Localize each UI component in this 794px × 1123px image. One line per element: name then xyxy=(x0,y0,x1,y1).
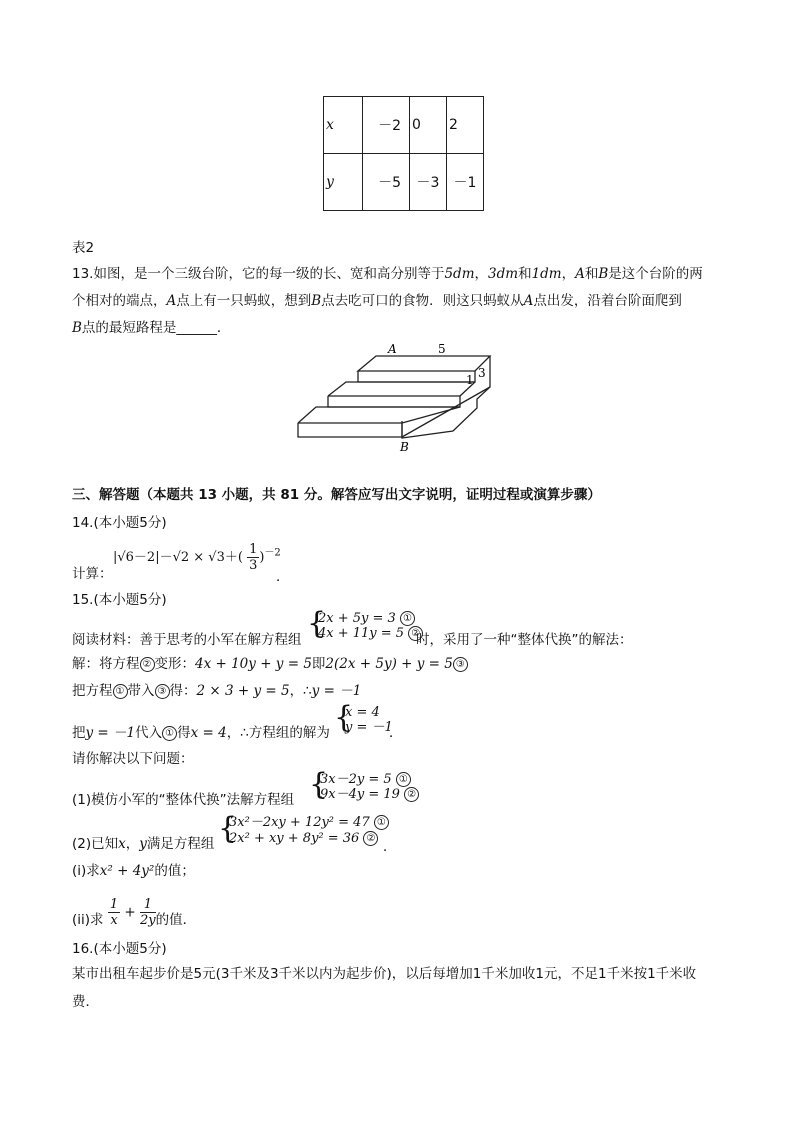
q15-read: 阅读材料：善于思考的小军在解方程组 xyxy=(72,632,302,648)
q15-pi xyxy=(72,859,195,879)
system-2 xyxy=(320,772,419,802)
eq: 4x + 10y + y = 5 xyxy=(195,656,312,672)
table-caption: 表2 xyxy=(72,240,95,256)
text: (i)求 xyxy=(72,863,100,879)
staircase-figure xyxy=(290,340,510,455)
q13-line3 xyxy=(72,316,230,336)
table-cell: －2 xyxy=(363,97,410,154)
q15-ask: 请你解决以下问题： xyxy=(72,751,194,767)
system-3 xyxy=(229,815,389,847)
frac-1-over-x xyxy=(108,897,120,928)
q16-head: 16.(本小题5分) xyxy=(72,941,167,957)
q15-ans-end: ． xyxy=(389,725,403,741)
q13-and: 和 xyxy=(584,266,599,282)
circle-1: ① xyxy=(162,726,177,741)
q14-label: 计算： xyxy=(72,566,113,582)
q13-text: 个相对的端点， xyxy=(72,293,167,309)
q13-len1: 1dm xyxy=(531,266,562,282)
q15-p2-end: ． xyxy=(383,839,397,855)
text: 得 xyxy=(177,725,191,741)
frac-den: x xyxy=(110,913,118,928)
table-cell: 2 xyxy=(447,97,484,154)
circle-1: ① xyxy=(374,815,389,830)
table-row xyxy=(324,97,484,154)
q13-text: 点出发，沿着台阶面爬到 xyxy=(533,293,682,309)
q15-sol2 xyxy=(72,679,361,699)
frac-den: 3 xyxy=(249,558,258,573)
text: ， xyxy=(125,836,140,852)
text: ，∴方程组的解为 xyxy=(226,725,330,741)
q13-sep: ， xyxy=(474,266,489,282)
text: 把 xyxy=(72,725,86,741)
q16-line1: 某市出租车起步价是5元(3千米及3千米以内为起步价)，以后每增加1千米加收1元，不足1千米按1千米收 xyxy=(72,966,697,982)
q13-point-b: B xyxy=(72,320,82,336)
label-3: 3 xyxy=(478,366,486,380)
q13-point-b: B xyxy=(598,266,609,282)
frac-num: 1 xyxy=(249,542,258,557)
circle-2: ② xyxy=(408,626,423,641)
q15-read-end: 时，采用了一种“整体代换”的解法： xyxy=(416,632,633,648)
system-ans xyxy=(345,705,393,735)
q13-sep: ， xyxy=(561,266,576,282)
circle-2: ② xyxy=(404,787,419,802)
q15-head: 15.(本小题5分) xyxy=(72,592,167,608)
section-title: 三、解答题（本题共 13 小题，共 81 分。解答应写出文字说明，证明过程或演算步骤） xyxy=(72,487,601,503)
text: (ii)求 xyxy=(72,912,104,928)
table-cell: －5 xyxy=(363,154,410,211)
circle-1: ① xyxy=(113,684,128,699)
xy-value-table xyxy=(323,96,484,211)
q15-p2 xyxy=(72,832,214,852)
text: ，∴ xyxy=(289,683,312,699)
q13-point-a: A xyxy=(166,293,177,309)
circle-1: ① xyxy=(396,772,411,787)
system-1 xyxy=(318,611,423,641)
q13-point-a: A xyxy=(523,293,534,309)
table-row xyxy=(324,154,484,211)
q14-fraction xyxy=(247,542,259,573)
table-cell: y xyxy=(324,154,363,211)
eq-line: 3x－2y = 5 xyxy=(320,772,392,787)
text: 满足方程组 xyxy=(146,836,215,852)
q13-len5: 5dm xyxy=(444,266,475,282)
q14-end: ． xyxy=(276,569,290,585)
q13-point-a: A xyxy=(575,266,585,282)
q14-exponent: －2 xyxy=(264,547,281,559)
q13-and: 和 xyxy=(518,266,532,282)
circle-2: ② xyxy=(363,831,378,846)
q14-expr-a: |√6－2|－√2 × √3＋( xyxy=(113,550,243,565)
q13-point-b: B xyxy=(311,293,322,309)
eq-line: 4x + 11y = 5 xyxy=(318,626,405,641)
text: 变形： xyxy=(154,656,195,672)
eq-line: y = －1 xyxy=(345,720,393,735)
eq-line: 9x－4y = 19 xyxy=(320,787,400,802)
text: 得： xyxy=(169,683,197,699)
circle-3: ③ xyxy=(453,657,468,672)
text: 的值； xyxy=(154,863,195,879)
q13-text: 点的最短路程是______． xyxy=(81,320,231,336)
table-cell: 0 xyxy=(410,97,447,154)
eq: 2(2x + 5y) + y = 5 xyxy=(325,656,453,672)
table-cell: x xyxy=(324,97,363,154)
eq: y = －1 xyxy=(85,725,136,741)
expr: x² + 4y² xyxy=(99,863,155,879)
eq: x = 4 xyxy=(190,725,227,741)
label-1: 1 xyxy=(466,373,474,387)
q13-text: 13.如图，是一个三级台阶，它的每一级的长、宽和高分别等于 xyxy=(72,266,445,282)
brace: { xyxy=(334,700,354,735)
q13-text: 是这个台阶的两 xyxy=(608,266,703,282)
q15-sol3 xyxy=(72,721,330,741)
text: 即 xyxy=(311,656,326,672)
q13-line2 xyxy=(72,289,682,309)
table-cell: －3 xyxy=(410,154,447,211)
text: 带入 xyxy=(127,683,155,699)
frac-num: 1 xyxy=(109,897,119,912)
eq-line: x = 4 xyxy=(345,705,380,720)
q13-len3: 3dm xyxy=(488,266,519,282)
label-5: 5 xyxy=(438,342,446,356)
eq: y = －1 xyxy=(311,683,362,699)
eq-line: 2x² + xy + 8y² = 36 xyxy=(229,831,360,846)
label-a: A xyxy=(388,342,397,356)
frac-num: 1 xyxy=(140,897,156,913)
q14-expr-b: ) xyxy=(259,550,265,565)
q15-p1: (1)模仿小军的“整体代换”法解方程组 xyxy=(72,792,295,808)
brace: { xyxy=(309,767,329,802)
q14-head: 14.(本小题5分) xyxy=(72,515,167,531)
q13-text: 点去吃可口的食物．则这只蚂蚁从 xyxy=(321,293,524,309)
plus: + xyxy=(124,904,136,921)
var-x: x xyxy=(118,836,126,852)
table-cell: －1 xyxy=(447,154,484,211)
q13-line1 xyxy=(72,262,703,282)
q16-line2: 费． xyxy=(72,994,99,1010)
text: (2)已知 xyxy=(72,836,119,852)
circle-2: ② xyxy=(140,657,155,672)
eq-line: 3x²－2xy + 12y² = 47 xyxy=(229,815,370,830)
q15-sol1 xyxy=(72,652,468,672)
label-b: B xyxy=(400,440,409,454)
frac-den: 2y xyxy=(140,913,156,928)
text: 的值． xyxy=(155,912,197,928)
eq: 2 × 3 + y = 5 xyxy=(196,683,290,699)
text: 解：将方程 xyxy=(72,656,140,672)
circle-3: ③ xyxy=(155,684,170,699)
eq-line: 2x + 5y = 3 xyxy=(318,611,396,626)
q13-text: 点上有一只蚂蚁，想到 xyxy=(176,293,312,309)
q14-expression xyxy=(113,542,281,573)
text: 代入 xyxy=(135,725,163,741)
var-y: y xyxy=(139,836,147,852)
q15-pii xyxy=(72,886,196,928)
circle-1: ① xyxy=(400,611,415,626)
brace: { xyxy=(307,606,327,641)
brace: { xyxy=(218,811,238,846)
frac-1-over-2y xyxy=(140,897,156,928)
text: 把方程 xyxy=(72,683,113,699)
